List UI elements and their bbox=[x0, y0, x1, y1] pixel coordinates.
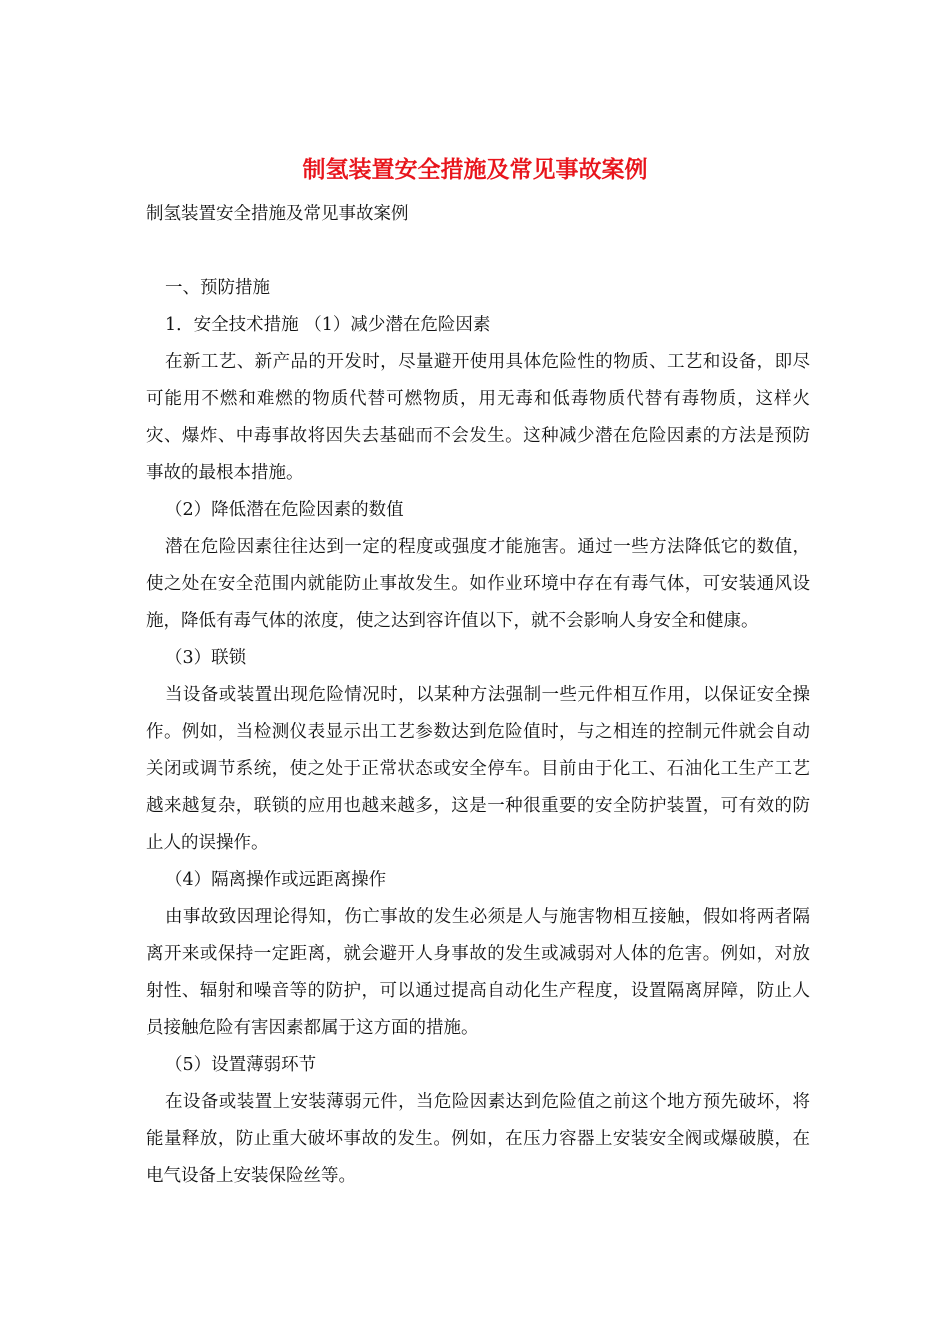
blank-line bbox=[146, 233, 810, 270]
paragraph-2: 潜在危险因素往往达到一定的程度或强度才能施害。通过一些方法降低它的数值，使之处在安全范围内就能防止事故发生。如作业环境中存在有毒气体，可安装通风设施，降低有毒气体的浓度，使之达到容许值以下，就不会影响人身安全和健康。 bbox=[146, 537, 810, 631]
paragraph-1: 在新工艺、新产品的开发时，尽量避开使用具体危险性的物质、工艺和设备，即尽可能用不燃和难燃的物质代替可燃物质，用无毒和低毒物质代替有毒物质，这样火灾、爆炸、中毒事故将因失去基础而不会发生。这种减少潜在危险因素的方法是预防事故的最根本措施。 bbox=[146, 352, 810, 483]
document-body bbox=[146, 196, 810, 1195]
paragraph-4: 由事故致因理论得知，伤亡事故的发生必须是人与施害物相互接触，假如将两者隔离开来或保持一定距离，就会避开人身事故的发生或减弱对人体的危害。例如，对放射性、辐射和噪音等的防护，可以通过提高自动化生产程度，设置隔离屏障，防止人员接触危险有害因素都属于这方面的措施。 bbox=[146, 907, 810, 1038]
subsection-heading-3: （3）联锁 bbox=[165, 648, 247, 668]
subsection-heading-4: （4）隔离操作或远距离操作 bbox=[165, 870, 387, 890]
subsection-heading-2: （2）降低潜在危险因素的数值 bbox=[165, 500, 404, 520]
paragraph-5: 在设备或装置上安装薄弱元件，当危险因素达到危险值之前这个地方预先破坏，将能量释放，防止重大破坏事故的发生。例如，在压力容器上安装安全阀或爆破膜，在电气设备上安装保险丝等。 bbox=[146, 1092, 810, 1186]
subsection-heading-1: 1．安全技术措施 （1）减少潜在危险因素 bbox=[165, 315, 491, 335]
subsection-heading-5: （5）设置薄弱环节 bbox=[165, 1055, 317, 1075]
paragraph-3: 当设备或装置出现危险情况时，以某种方法强制一些元件相互作用，以保证安全操作。例如，当检测仪表显示出工艺参数达到危险值时，与之相连的控制元件就会自动关闭或调节系统，使之处于正常状态或安全停车。目前由于化工、石油化工生产工艺越来越复杂，联锁的应用也越来越多，这是一种很重要的安全防护装置，可有效的防止人的误操作。 bbox=[146, 685, 810, 853]
document-title: 制氢装置安全措施及常见事故案例 bbox=[302, 156, 648, 183]
section-heading-prevention: 一、预防措施 bbox=[165, 278, 270, 298]
document-subtitle: 制氢装置安全措施及常见事故案例 bbox=[146, 204, 409, 224]
